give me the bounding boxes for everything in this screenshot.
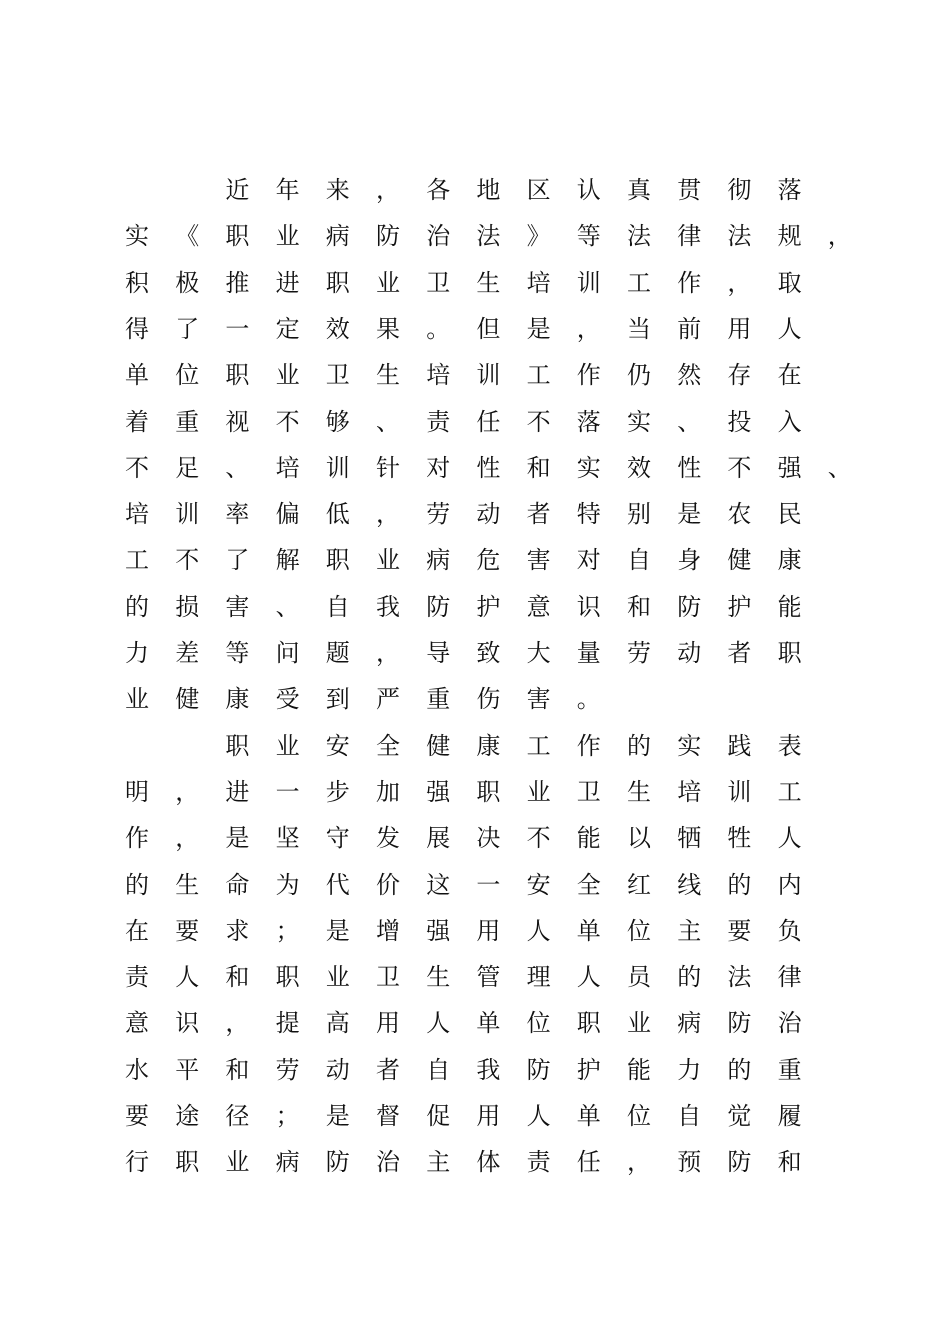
text-line: 近 年 来 ， 各 地 区 认 真 贯 彻 落 xyxy=(225,176,802,204)
text-line: 工 不 了 解 职 业 病 危 害 对 自 身 健 康 xyxy=(125,546,802,575)
text-line: 培 训 率 偏 低 ， 劳 动 者 特 别 是 农 民 xyxy=(125,500,802,529)
text-line: 责 人 和 职 业 卫 生 管 理 人 员 的 法 律 xyxy=(125,963,802,992)
text-line: 在 要 求 ； 是 增 强 用 人 单 位 主 要 负 xyxy=(125,916,802,945)
text-line: 实 《 职 业 病 防 治 法 》 等 法 律 法 规 ， xyxy=(125,222,852,251)
text-line: 意 识 ， 提 高 用 人 单 位 职 业 病 防 治 xyxy=(125,1009,802,1038)
text-line: 着 重 视 不 够 、 责 任 不 落 实 、 投 入 xyxy=(125,407,802,436)
text-line: 业 健 康 受 到 严 重 伤 害 。 xyxy=(125,685,601,714)
text-line: 的 损 害 、 自 我 防 护 意 识 和 防 护 能 xyxy=(125,592,802,621)
text-line: 要 途 径 ； 是 督 促 用 人 单 位 自 觉 履 xyxy=(125,1102,802,1130)
text-line: 得 了 一 定 效 果 。 但 是 ， 当 前 用 人 xyxy=(125,314,802,343)
text-line: 水 平 和 劳 动 者 自 我 防 护 能 力 的 重 xyxy=(125,1055,802,1084)
text-line: 职 业 安 全 健 康 工 作 的 实 践 表 xyxy=(225,731,802,760)
text-line: 单 位 职 业 卫 生 培 训 工 作 仍 然 存 在 xyxy=(125,361,802,390)
text-line: 积 极 推 进 职 业 卫 生 培 训 工 作 ， 取 xyxy=(125,268,802,297)
text-line: 不 足 、 培 训 针 对 性 和 实 效 性 不 强 、 xyxy=(125,453,852,482)
text-line: 力 差 等 问 题 ， 导 致 大 量 劳 动 者 职 xyxy=(125,639,802,667)
text-line: 行 职 业 病 防 治 主 体 责 任 ， 预 防 和 xyxy=(125,1148,802,1177)
text-line: 的 生 命 为 代 价 这 一 安 全 红 线 的 内 xyxy=(125,870,802,899)
text-line: 明 ， 进 一 步 加 强 职 业 卫 生 培 训 工 xyxy=(125,777,802,806)
text-line: 作 ， 是 坚 守 发 展 决 不 能 以 牺 牲 人 xyxy=(125,824,802,853)
